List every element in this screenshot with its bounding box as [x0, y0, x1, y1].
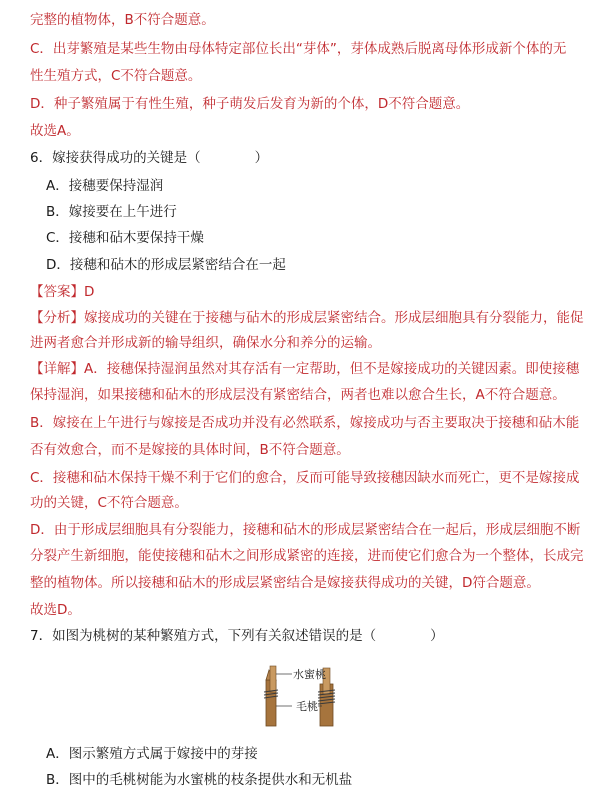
q6-detail-line: D．由于形成层细胞具有分裂能力，接穗和砧木的形成层紧密结合在一起后，形成层细胞不断 [30, 522, 581, 538]
grafting-illustration [260, 662, 370, 728]
q6-option-c: C．接穗和砧木要保持干燥 [46, 230, 204, 246]
prev-explanation-line: D．种子繁殖属于有性生殖，种子萌发后发育为新的个体，D不符合题意。 [30, 96, 470, 112]
q6-detail-line: 分裂产生新细胞，能使接穗和砧木之间形成紧密的连接，进而使它们愈合为一个整体，长成完 [30, 548, 584, 564]
q7-option-b: B．图中的毛桃树能为水蜜桃的枝条提供水和无机盐 [46, 772, 353, 788]
q6-detail-line: 【详解】A．接穗保持湿润虽然对其存活有一定帮助，但不是嫁接成功的关键因素。即使接穗 [30, 361, 580, 377]
prev-explanation-line: 完整的植物体，B不符合题意。 [30, 12, 215, 28]
question-6-stem: 6．嫁接获得成功的关键是（ ） [30, 150, 269, 166]
q6-detail-line: C．接穗和砧木保持干燥不利于它们的愈合，反而可能导致接穗因缺水而死亡，更不是嫁接成 [30, 470, 580, 486]
q6-option-b: B．嫁接要在上午进行 [46, 204, 177, 220]
prev-explanation-line: C．出芽繁殖是某些生物由母体特定部位长出“芽体”，芽体成熟后脱离母体形成新个体的无 [30, 41, 567, 57]
q6-option-a: A．接穗要保持湿润 [46, 178, 164, 194]
prev-conclusion: 故选A。 [30, 123, 80, 139]
q6-answer: 【答案】D [30, 284, 95, 300]
prev-explanation-line: 性生殖方式，C不符合题意。 [30, 68, 202, 84]
q6-detail-line: B．嫁接在上午进行与嫁接是否成功并没有必然联系，嫁接成功与否主要取决于接穗和砧木能 [30, 415, 580, 431]
q6-analysis: 进两者愈合并形成新的输导组织，确保水分和养分的运输。 [30, 335, 381, 351]
question-7-stem: 7．如图为桃树的某种繁殖方式，下列有关叙述错误的是（ ） [30, 628, 444, 644]
q6-analysis: 【分析】嫁接成功的关键在于接穗与砧木的形成层紧密结合。形成层细胞具有分裂能力，能促 [30, 310, 584, 326]
grafting-figure [260, 662, 370, 728]
q6-option-d: D．接穗和砧木的形成层紧密结合在一起 [46, 257, 286, 273]
q6-conclusion: 故选D。 [30, 602, 81, 618]
q7-option-a: A．图示繁殖方式属于嫁接中的芽接 [46, 746, 258, 762]
q6-detail-line: 整的植物体。所以接穗和砧木的形成层紧密结合是嫁接获得成功的关键，D符合题意。 [30, 575, 540, 591]
q6-detail-line: 功的关键，C不符合题意。 [30, 495, 188, 511]
label-scion: 水蜜桃 [293, 668, 326, 681]
label-stock: 毛桃 [296, 700, 318, 713]
q6-detail-line: 否有效愈合，而不是嫁接的具体时间，B不符合题意。 [30, 442, 350, 458]
q6-detail-line: 保持湿润，如果接穗和砧木的形成层没有紧密结合，两者也难以愈合生长，A不符合题意。 [30, 387, 566, 403]
